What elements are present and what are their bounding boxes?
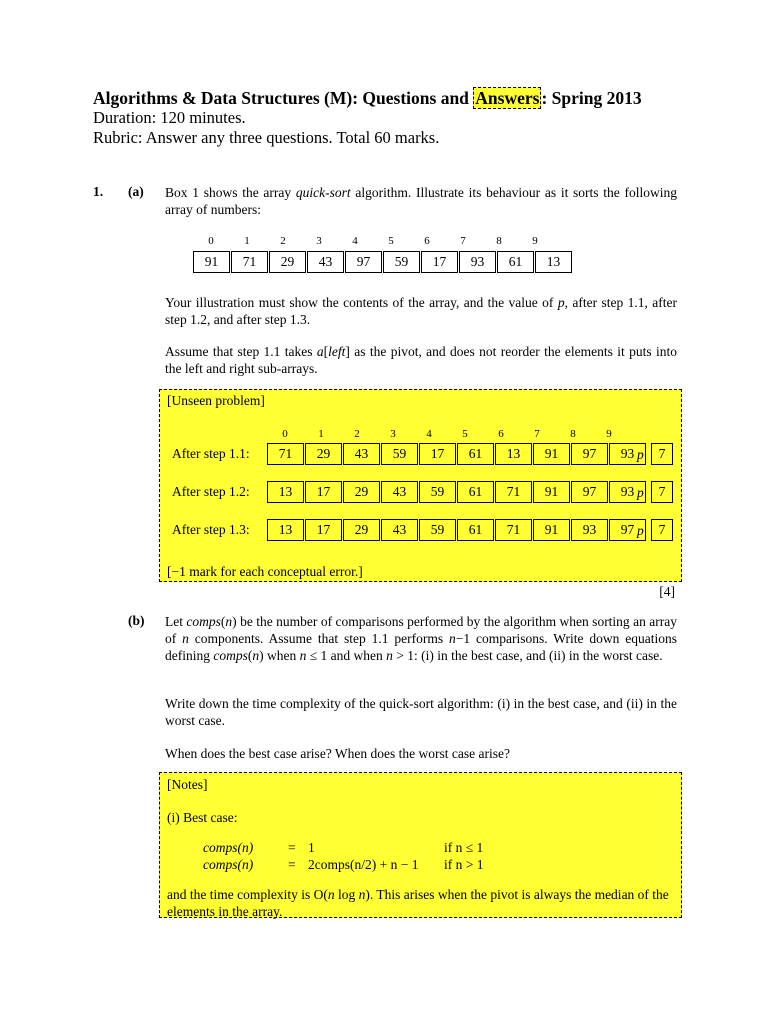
step-1-3-label: After step 1.3: <box>172 522 250 537</box>
array-cell: 43 <box>307 251 344 273</box>
best-case-conclusion: and the time complexity is O(n log n). This arises when the pivot is always the median of the elements in the array. <box>167 887 669 919</box>
p-label: p <box>637 523 644 538</box>
marking-note: [−1 mark for each conceptual error.] <box>167 564 363 579</box>
answer-box-a <box>159 389 682 582</box>
array-cell: 93 <box>459 251 496 273</box>
step-1-1-label: After step 1.1: <box>172 446 250 461</box>
part-b-complexity-question: Write down the time complexity of the quick-sort algorithm: (i) in the best case, and (ii) in the worst case. <box>165 696 677 728</box>
step-1-3-array: 13 17 29 43 59 61 71 91 93 97 <box>267 519 647 541</box>
title-prefix: Algorithms & Data Structures (M): Questions and <box>93 88 474 108</box>
question-number: 1. <box>93 184 104 199</box>
p-value-box: 7 <box>651 481 673 503</box>
eq1-op: = <box>288 840 296 855</box>
array-cell: 59 <box>383 251 420 273</box>
notes-tag: [Notes] <box>167 777 208 792</box>
step-1-1-array: 71 29 43 59 17 61 13 91 97 93 <box>267 443 647 465</box>
eq2-op: = <box>288 857 296 872</box>
p-value-box: 7 <box>651 519 673 541</box>
part-a-intro: Box 1 shows the array quick-sort algorithm. Illustrate its behaviour as it sorts the following array of numbers: <box>165 185 677 217</box>
input-array-indices: 0 1 2 3 4 5 6 7 8 9 <box>208 235 538 247</box>
answer-tag: [Unseen problem] <box>167 393 265 408</box>
step-1-2-array: 13 17 29 43 59 61 71 91 97 93 <box>267 481 647 503</box>
array-cell: 13 <box>535 251 572 273</box>
input-array <box>193 251 573 273</box>
p-value-box: 7 <box>651 443 673 465</box>
array-cell: 91 <box>193 251 230 273</box>
pivot-assumption: Assume that step 1.1 takes a[left] as the pivot, and does not reorder the elements it puts into the left and right sub-arrays. <box>165 344 677 376</box>
eq1-cond: if n ≤ 1 <box>444 840 484 855</box>
part-a-label: (a) <box>128 184 144 199</box>
eq2-cond: if n > 1 <box>444 857 484 872</box>
array-cell: 29 <box>269 251 306 273</box>
array-cell: 17 <box>421 251 458 273</box>
answer-indices: 0 1 2 3 4 5 6 7 8 9 <box>282 428 612 440</box>
eq1-rhs: 1 <box>308 840 315 855</box>
title-highlight: Answers <box>475 88 540 108</box>
rubric-line: Rubric: Answer any three questions. Total 60 marks. <box>93 128 440 147</box>
marks-a: [4] <box>659 584 675 599</box>
p-label: p <box>637 485 644 500</box>
eq2-lhs: comps(n) <box>203 857 254 872</box>
eq2-rhs: 2comps(n/2) + n − 1 <box>308 857 419 872</box>
duration-line: Duration: 120 minutes. <box>93 108 246 127</box>
part-b-case-question: When does the best case arise? When does the worst case arise? <box>165 746 510 761</box>
p-label: p <box>637 447 644 462</box>
part-b-label: (b) <box>128 613 145 628</box>
title-suffix: : Spring 2013 <box>541 88 642 108</box>
illustrate-instructions: Your illustration must show the contents of the array, and the value of p, after step 1.1, after step 1.2, and after step 1.3. <box>165 295 677 327</box>
array-cell: 97 <box>345 251 382 273</box>
array-cell: 61 <box>497 251 534 273</box>
part-b-question: Let comps(n) be the number of comparisons performed by the algorithm when sorting an array of n components. Assume that step 1.1 performs n−1 comparisons. Write down equations defining comps(n) when n ≤ 1 and when n > 1: (i) in the best case, and (ii) in the worst case. <box>165 614 677 663</box>
notes-box-b <box>159 772 682 918</box>
document-title <box>93 88 642 109</box>
best-case-heading: (i) Best case: <box>167 810 238 825</box>
eq1-lhs: comps(n) <box>203 840 254 855</box>
step-1-2-label: After step 1.2: <box>172 484 250 499</box>
array-cell: 71 <box>231 251 268 273</box>
